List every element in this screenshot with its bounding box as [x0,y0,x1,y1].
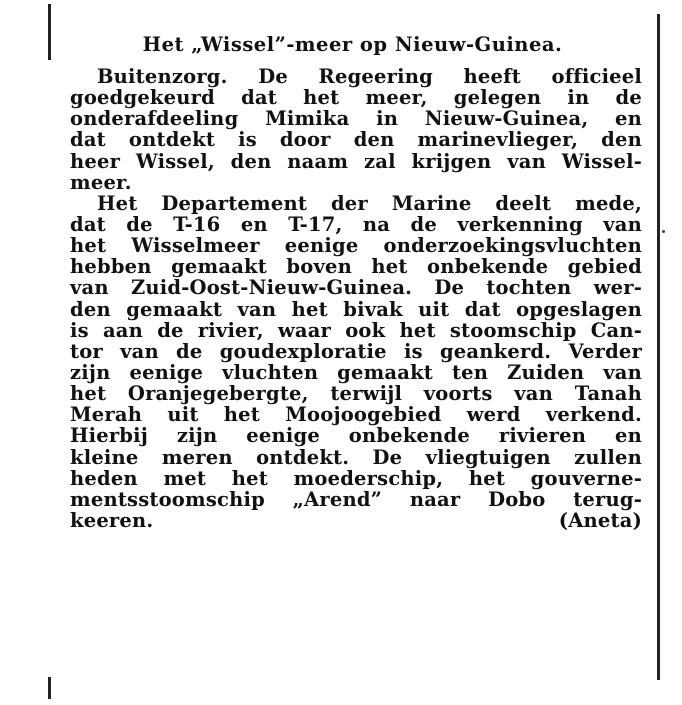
final-word: keeren. [70,508,154,532]
text-line: Buitenzorg. De Regeering heeft officieel [97,65,642,88]
text-line: den gemaakt van het bivak uit dat opgeslagen [70,297,642,321]
text-line: tor van de goudexploratie is geankerd. Verder [70,339,642,363]
text-line: het Wisselmeer eenige onderzoekingsvluchten [70,234,642,258]
column-rule-right [657,14,660,680]
article-body [70,66,642,531]
text-line: Hierbij zijn eenige onbekende rivieren en [70,424,642,448]
text-line: heden met het moederschip, het gouverne- [70,466,642,490]
text-line: Het Departement der Marine deelt mede, [97,191,642,215]
paragraph-flights [70,193,642,531]
text-line: hebben gemaakt boven het onbekende gebied [70,255,642,279]
text-line: mentsstoomschip „Arend” naar Dobo terug- [70,487,642,511]
text-line: zijn eenige vluchten gemaakt ten Zuiden van [70,360,642,384]
column-rule-top-left [48,4,51,60]
paragraph-announcement [70,66,642,193]
text-line: kleine meren ontdekt. De vliegtuigen zullen [70,445,642,469]
text-line: van Zuid-Oost-Nieuw-Guinea. De tochten wer- [70,276,642,300]
news-agency-signature: (Aneta) [558,508,642,532]
text-line: het Oranjegebergte, terwijl voorts van Tanah [70,382,642,406]
text-line: Merah uit het Moojoogebied werd verkend. [70,403,642,427]
text-line: meer. [70,170,132,194]
text-line: goedgekeurd dat het meer, gelegen in de [70,86,642,110]
column-rule-bottom-left [48,677,51,699]
closing-line [70,510,642,531]
print-speck [662,230,665,233]
text-line: is aan de rivier, waar ook het stoomschip Can- [70,318,642,342]
text-line: dat de T-16 en T-17, na de verkenning van [70,212,642,236]
text-line: dat ontdekt is door den marinevlieger, den [70,128,642,152]
article-headline: Het „Wissel”-meer op Nieuw-Guinea. [142,33,563,56]
text-line: onderafdeeling Mimika in Nieuw-Guinea, en [70,107,642,131]
text-line: heer Wissel, den naam zal krijgen van Wissel- [70,149,642,173]
